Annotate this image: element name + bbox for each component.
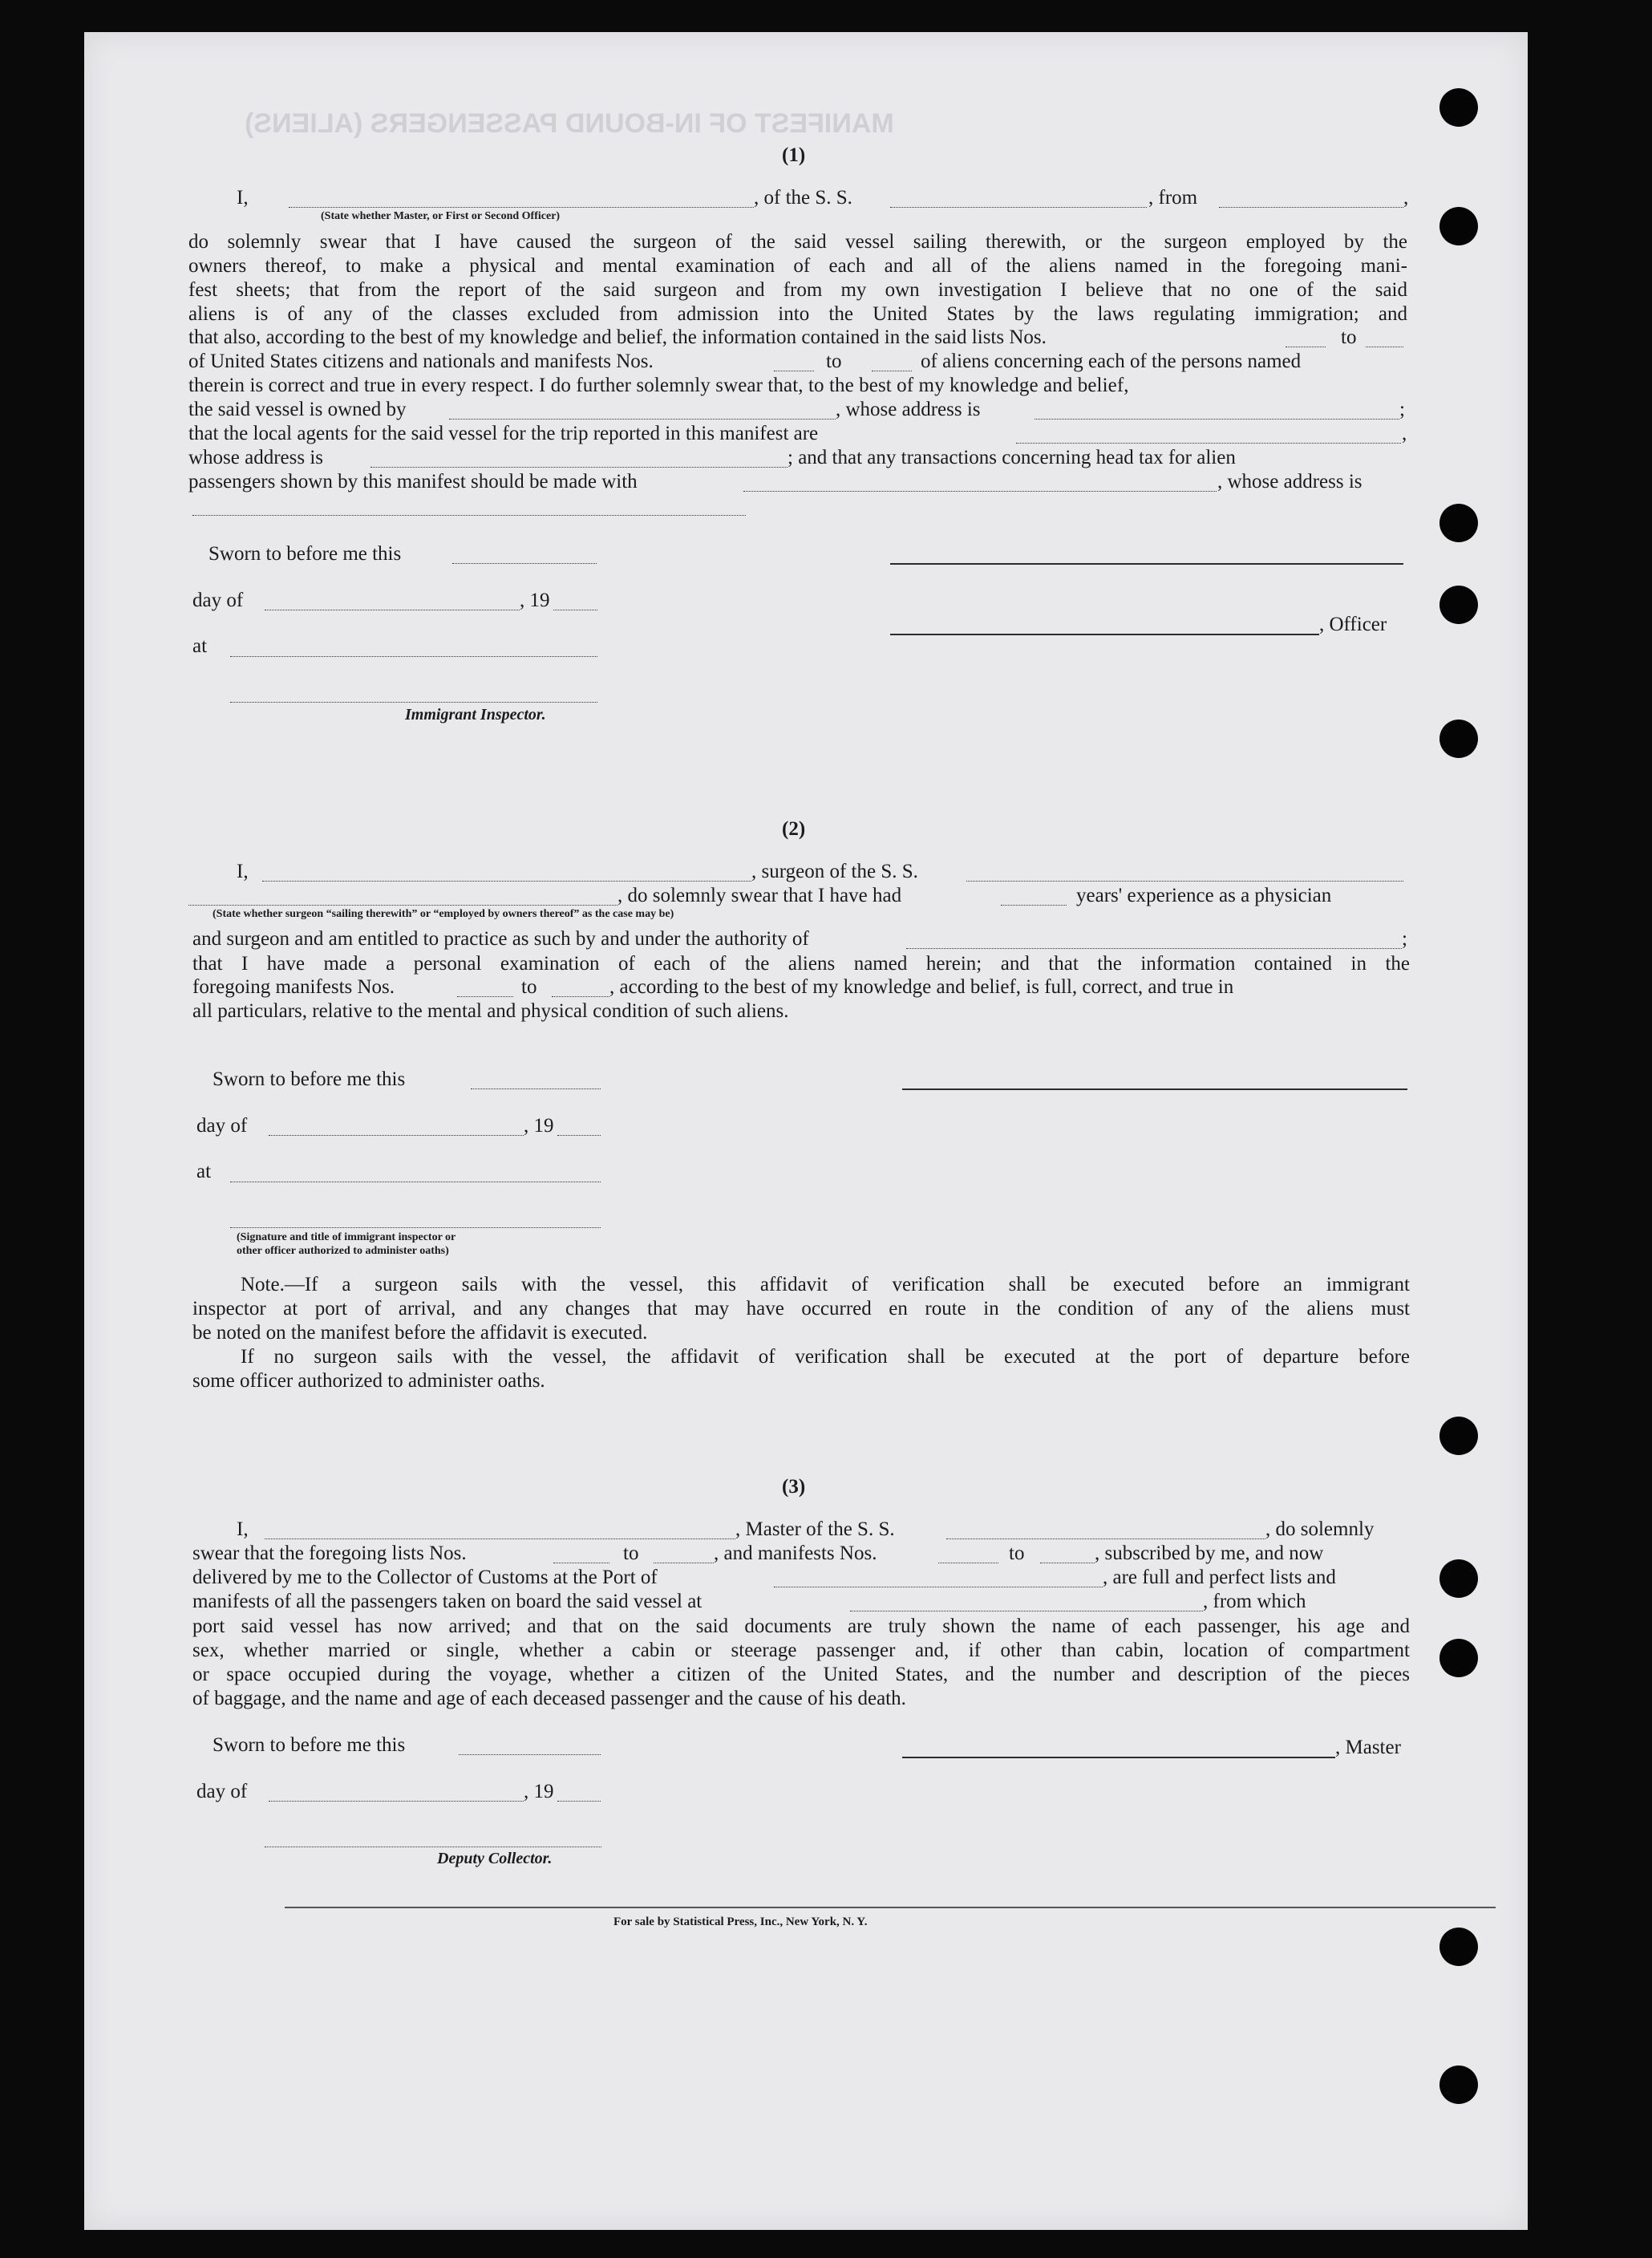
text-line: , (1402, 423, 1407, 444)
text-line: that I have made a personal examination of each of the aliens named herein; and that the information contained in the (192, 953, 1410, 975)
text-line: , whose address is (1217, 471, 1362, 493)
text-line: to (1341, 326, 1357, 348)
text-line: , Officer (1319, 614, 1387, 635)
text-line: all particulars, relative to the mental and physical condition of such aliens. (192, 1000, 789, 1022)
blank-field[interactable] (289, 207, 754, 208)
text-line: I, (237, 187, 249, 209)
text-line: , are full and perfect lists and (1103, 1567, 1336, 1588)
state-note: (State whether surgeon “sailing therewith” or “employed by owners thereof” as the case may be) (213, 908, 674, 920)
text-line: some officer authorized to administer oaths. (192, 1370, 545, 1392)
blank-field[interactable] (552, 996, 609, 997)
text-line: at (192, 635, 208, 657)
blank-field[interactable] (370, 467, 788, 468)
text-line: , and manifests Nos. (714, 1542, 877, 1564)
text-line: , Master of the S. S. (735, 1518, 895, 1540)
text-line: do solemnly swear that I have caused the surgeon of the said vessel sailing therewith, or the surgeon employed by the (188, 231, 1407, 253)
blank-field[interactable] (1016, 443, 1401, 444)
punch-hole (1439, 504, 1478, 542)
blank-field[interactable] (452, 563, 597, 564)
text-line: , subscribed by me, and now (1095, 1542, 1324, 1564)
text-line: owners thereof, to make a physical and mental examination of each and all of the aliens named in the foregoing mani- (188, 255, 1407, 277)
text-line: years' experience as a physician (1076, 885, 1332, 906)
punch-hole (1439, 207, 1478, 245)
text-line: manifests of all the passengers taken on board the said vessel at (192, 1591, 703, 1612)
signature-line[interactable] (902, 1757, 1335, 1758)
text-line: to (623, 1542, 639, 1564)
paragraph (192, 952, 1410, 976)
text-line: ; (1399, 399, 1405, 420)
blank-field[interactable] (230, 1227, 601, 1228)
text-line: , surgeon of the S. S. (751, 861, 918, 882)
signature-line[interactable] (890, 634, 1319, 635)
text-line: day of (196, 1781, 248, 1802)
blank-field[interactable] (188, 905, 617, 906)
document-page (84, 32, 1528, 2230)
text-line: Sworn to before me this (209, 543, 402, 565)
punch-hole (1439, 1559, 1478, 1598)
blank-field[interactable] (906, 948, 1402, 949)
text-line: , of the S. S. (754, 187, 852, 209)
blank-field[interactable] (557, 1135, 601, 1136)
blank-field[interactable] (890, 207, 1147, 208)
text-line: whose address is (188, 447, 324, 468)
text-line: of United States citizens and nationals and manifests Nos. (188, 351, 654, 372)
text-line: or space occupied during the voyage, whether a citizen of the United States, and the number and description of the pieces (192, 1664, 1410, 1685)
text-line: aliens is of any of the classes excluded from admission into the United States by the laws regulating immigration; and (188, 303, 1407, 325)
blank-field[interactable] (966, 881, 1403, 882)
text-line: day of (192, 590, 244, 611)
text-line: at (196, 1161, 212, 1182)
blank-field[interactable] (230, 702, 597, 703)
text-line: sex, whether married or single, whether a cabin or steerage passenger and, if other than cabin, location of compartment (192, 1640, 1410, 1661)
punch-hole (1439, 720, 1478, 758)
text-line: that the local agents for the said vessel for the trip reported in this manifest are (188, 423, 819, 444)
blank-field[interactable] (192, 515, 746, 516)
signature-line[interactable] (902, 1088, 1407, 1090)
text-line: swear that the foregoing lists Nos. (192, 1542, 467, 1564)
blank-field[interactable] (471, 1088, 601, 1089)
text-line: , Master (1335, 1737, 1401, 1758)
text-line: of baggage, and the name and age of each deceased passenger and the cause of his death. (192, 1688, 906, 1709)
text-line: passengers shown by this manifest should be made with (188, 471, 638, 493)
text-line: therein is correct and true in every respect. I do further solemnly swear that, to the best of my knowledge and belief, (188, 375, 1129, 396)
blank-field[interactable] (269, 1801, 524, 1802)
blank-field[interactable] (557, 1801, 601, 1802)
text-line: Sworn to before me this (213, 1068, 406, 1090)
blank-field[interactable] (946, 1538, 1265, 1539)
text-line: I, (237, 1518, 249, 1540)
text-line: day of (196, 1115, 248, 1137)
blank-field[interactable] (1001, 905, 1067, 906)
blank-field[interactable] (449, 419, 836, 420)
blank-field[interactable] (230, 656, 597, 657)
text-line: Sworn to before me this (213, 1734, 406, 1756)
punch-hole (1439, 2065, 1478, 2104)
blank-field[interactable] (459, 1754, 601, 1755)
text-line: and surgeon and am entitled to practice as such by and under the authority of (192, 928, 809, 950)
signature-note: (Signature and title of immigrant inspector or (237, 1231, 456, 1243)
text-line: , do solemnly (1265, 1518, 1375, 1540)
text-line: inspector at port of arrival, and any changes that may have occurred en route in the condition of any of the aliens must (192, 1298, 1410, 1320)
signature-note: other officer authorized to administer oaths) (237, 1245, 449, 1257)
blank-field[interactable] (1219, 207, 1403, 208)
text-line: be noted on the manifest before the affidavit is executed. (192, 1322, 648, 1344)
footer-imprint: For sale by Statistical Press, Inc., New York, N. Y. (613, 1915, 868, 1928)
text-line: port said vessel has now arrived; and that on the said documents are truly shown the name of each passenger, his age and (192, 1615, 1410, 1637)
text-line: foregoing manifests Nos. (192, 976, 395, 998)
footer-rule (285, 1907, 1496, 1908)
text-line: , according to the best of my knowledge and belief, is full, correct, and true in (609, 976, 1234, 998)
section-2-heading: (2) (782, 818, 806, 840)
text-line: , do solemnly swear that I have had (617, 885, 902, 906)
section-3-heading: (3) (782, 1476, 806, 1498)
inspector-label: Immigrant Inspector. (405, 706, 546, 724)
note-paragraph (192, 1273, 1410, 1393)
text-line: to (1009, 1542, 1025, 1564)
paragraph (188, 230, 1407, 326)
punch-hole (1439, 1928, 1478, 1966)
text-line: , whose address is (836, 399, 981, 420)
blank-field[interactable] (265, 1538, 735, 1539)
paragraph (192, 1615, 1410, 1711)
blank-field[interactable] (262, 881, 751, 882)
text-line: , 19 (524, 1781, 554, 1802)
blank-field[interactable] (269, 1135, 524, 1136)
text-line: , from which (1203, 1591, 1306, 1612)
text-line: , 19 (520, 590, 550, 611)
state-note: (State whether Master, or First or Second Officer) (321, 210, 561, 222)
punch-hole (1439, 586, 1478, 624)
text-line: ; (1402, 928, 1407, 950)
text-line: If no surgeon sails with the vessel, the affidavit of verification shall be executed at the port of departure before (241, 1346, 1410, 1368)
blank-field[interactable] (457, 996, 513, 997)
text-line: , from (1148, 187, 1198, 209)
section-1-heading: (1) (782, 144, 806, 166)
text-line: I, (237, 861, 249, 882)
text-line: to (826, 351, 842, 372)
punctuation: , (1403, 187, 1409, 209)
text-line: fest sheets; that from the report of the said surgeon and from my own investigation I believe that no one of the said (188, 279, 1407, 301)
punch-hole (1439, 1417, 1478, 1455)
text-line: of aliens concerning each of the persons named (921, 351, 1302, 372)
deputy-collector-label: Deputy Collector. (437, 1850, 553, 1867)
text-line: delivered by me to the Collector of Customs at the Port of (192, 1567, 658, 1588)
blank-field[interactable] (1035, 419, 1399, 420)
text-line: , 19 (524, 1115, 554, 1137)
text-line: the said vessel is owned by (188, 399, 407, 420)
blank-field[interactable] (743, 491, 1217, 492)
punch-hole (1439, 88, 1478, 127)
punch-hole (1439, 1639, 1478, 1677)
bleed-through-header: MANIFEST OF IN-BOUND PASSENGERS (ALIENS) (245, 108, 894, 139)
text-line: ; and that any transactions concerning head tax for alien (788, 447, 1236, 468)
text-line: to (521, 976, 537, 998)
text-line: that also, according to the best of my knowledge and belief, the information contained in the said lists Nos. (188, 326, 1047, 348)
signature-line[interactable] (890, 563, 1403, 565)
text-line: Note.—If a surgeon sails with the vessel, this affidavit of verification shall be executed before an immigrant (241, 1274, 1410, 1295)
